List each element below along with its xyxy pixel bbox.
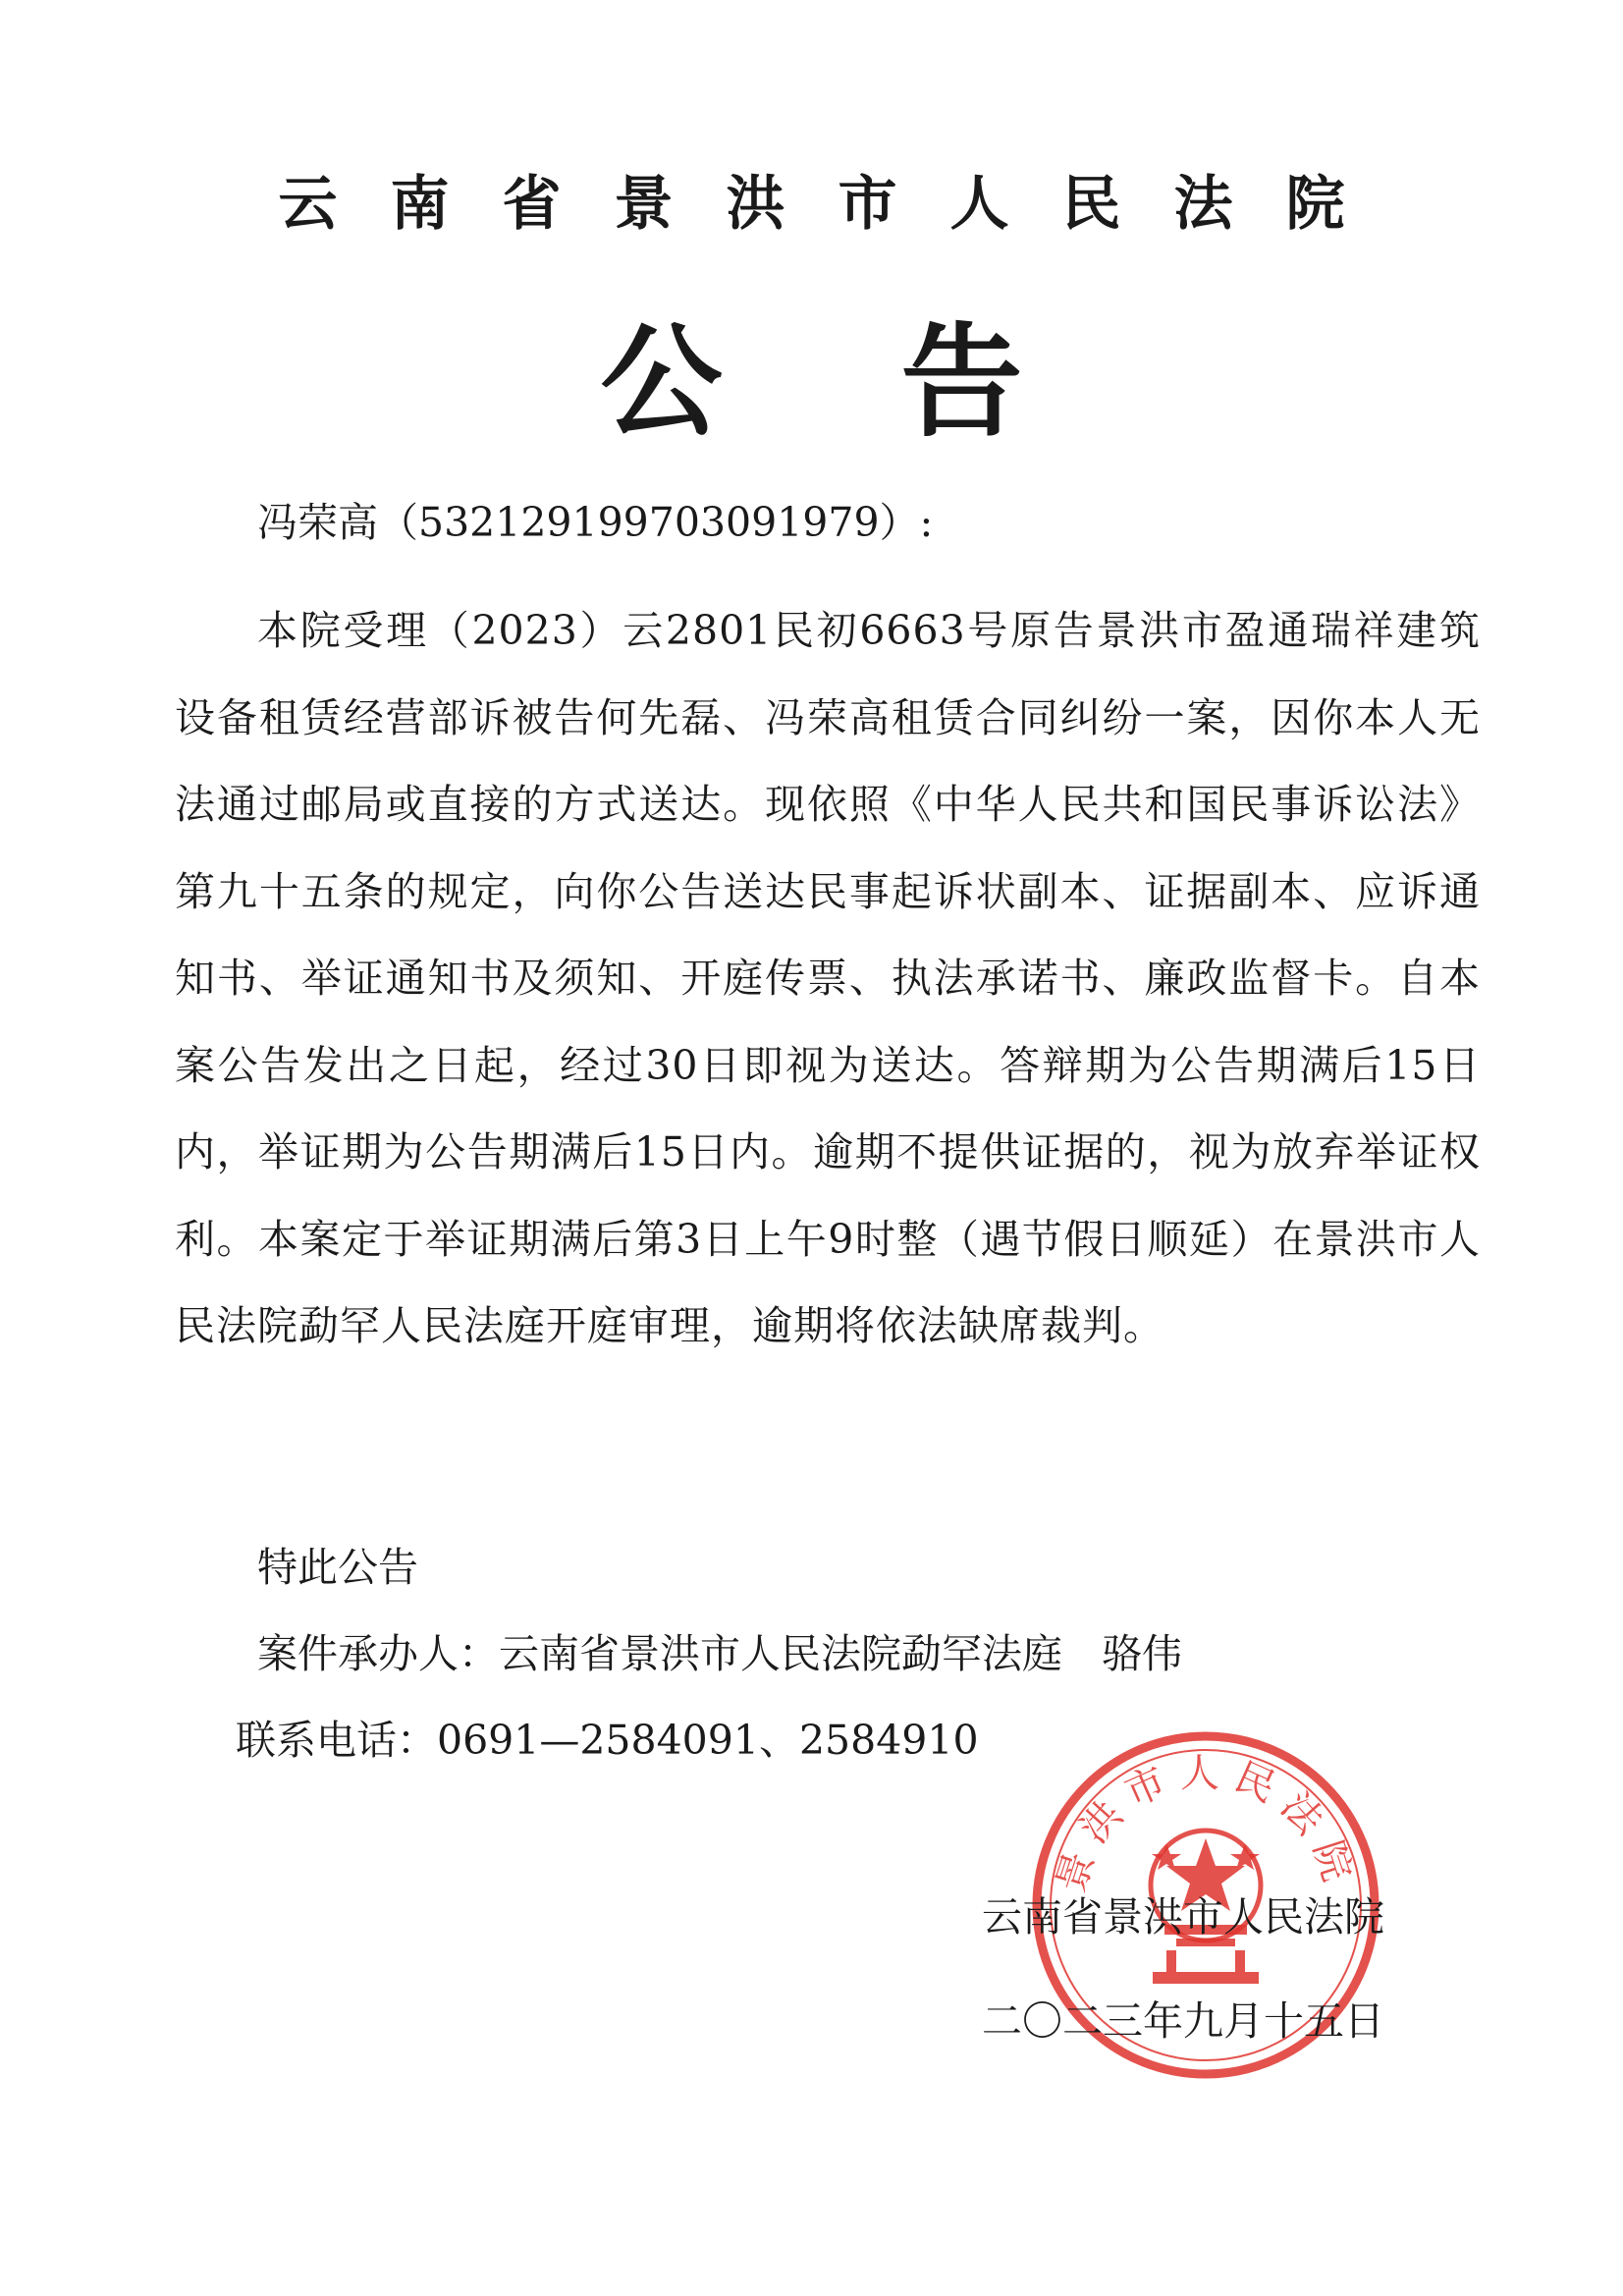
- signature-date: 二〇二三年九月十五日: [982, 1997, 1384, 2045]
- notice-title: 公告: [600, 311, 1202, 454]
- case-handler-label: 案件承办人：云南省景洪市人民法院勐罕法庭: [257, 1630, 1062, 1677]
- case-handler-name: 骆伟: [1102, 1630, 1182, 1677]
- signature-court-name: 云南省景洪市人民法院: [982, 1893, 1384, 1941]
- seal-text: 景洪市人民法院: [1048, 1750, 1364, 1898]
- court-name-heading: 云南省景洪市人民法院: [278, 170, 1398, 239]
- contact-phone-line: 联系电话：0691—2584091、2584910: [236, 1717, 979, 1764]
- notice-body: 本院受理（2023）云2801民初6663号原告景洪市盈通瑞祥建筑设备租赁经营部诉被告何先磊、冯荣高租赁合同纠纷一案，因你本人无法通过邮局或直接的方式送达。现依照《中华人民共和国民事诉讼法》第九十五条的规定，向你公告送达民事起诉状副本、证据副本、应诉通知书、举证通知书及须知、开庭传票、执法承诺书、廉政监督卡。自本案公告发出之日起，经过30日即视为送达。答辩期为公告期满后15日内，举证期为公告期满后15日内。逾期不提供证据的，视为放弃举证权利。本案定于举证期满后第3日上午9时整（遇节假日顺延）在景洪市人民法院勐罕人民法庭开庭审理，逾期将依法缺席裁判。: [175, 607, 1481, 1349]
- addressee-line: 冯荣高（532129199703091979）:: [257, 499, 934, 546]
- case-handler-line: [257, 1630, 1182, 1678]
- closing-line: 特此公告: [257, 1544, 418, 1591]
